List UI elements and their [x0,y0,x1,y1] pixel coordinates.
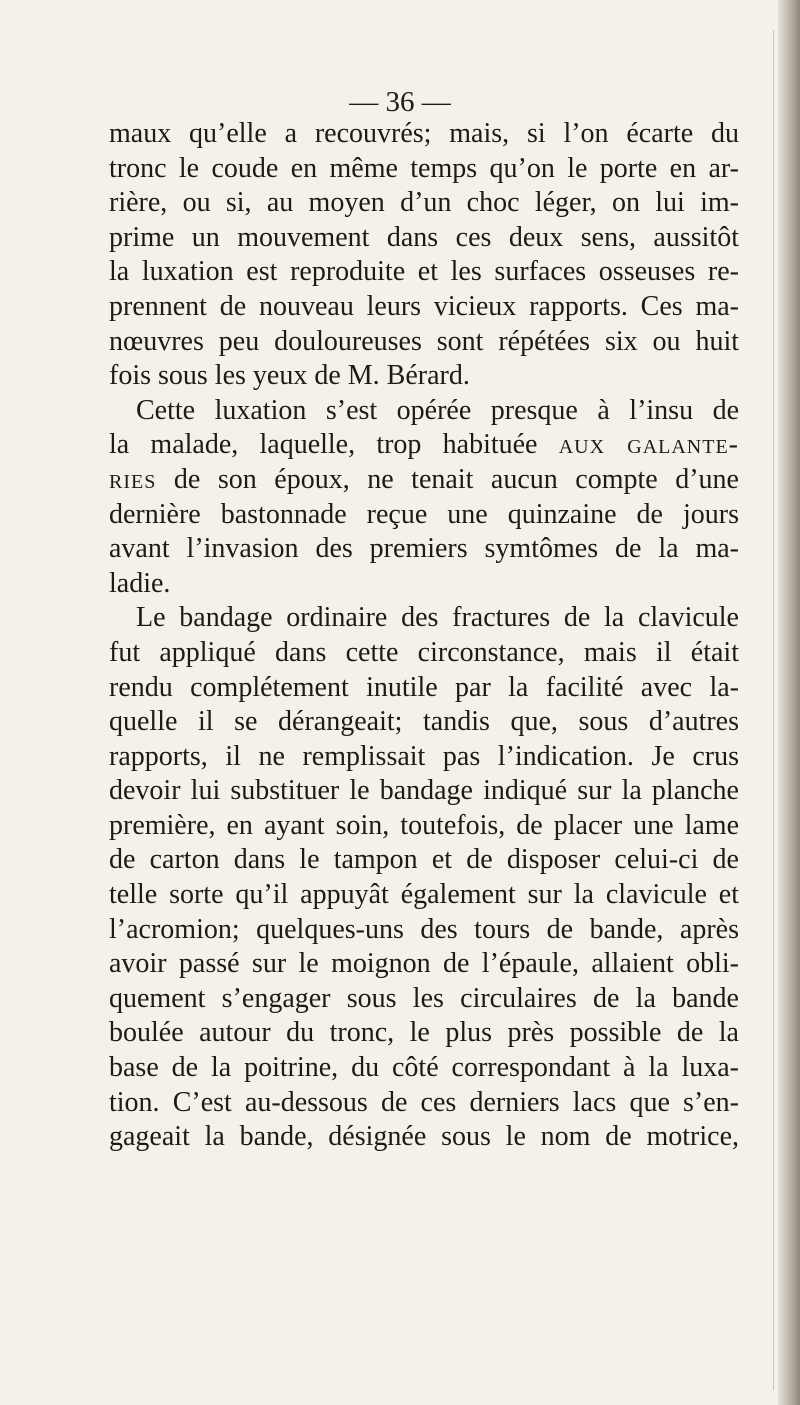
text-line-15: Le bandage ordinaire des fractures de la clavicule [136,602,739,634]
text-line-10-smallcaps: aux galante- [558,429,739,461]
text-line-29: tion. C’est au-dessous de ces derniers lacs que s’en- [109,1086,739,1118]
text-line-22: de carton dans le tampon et de disposer celui-ci de [109,844,739,876]
text-line-24: l’acromion; quelques-uns des tours de bande, après [109,913,739,945]
text-line-11 [109,463,739,498]
text-line-20: devoir lui substituer le bandage indiqué sur la planche [109,775,739,807]
text-line-1: maux qu’elle a recouvrés; mais, si l’on écarte du [109,118,739,149]
text-line-8: fois sous les yeux de M. Bérard. [109,360,470,392]
body-text [109,117,739,1155]
text-line-10-main: la malade, laquelle, trop habituée [109,429,559,461]
text-line-5: la luxation est reproduite et les surfaces osseuses re- [109,256,739,288]
text-line-21: première, en ayant soin, toutefois, de placer une lame [109,809,739,841]
text-line-14: ladie. [109,567,171,599]
text-line-10 [109,428,739,463]
text-line-18: quelle il se dérangeait; tandis que, sous d’autres [109,706,739,738]
text-line-25: avoir passé sur le moignon de l’épaule, allaient obli- [109,948,739,980]
text-line-11-smallcaps: ries [109,463,157,495]
text-line-12: dernière bastonnade reçue une quinzaine de jours [109,498,739,530]
page-number: — 36 — [349,86,451,118]
text-line-26: quement s’engager sous les circulaires de la bande [109,982,739,1014]
text-line-11-main: de son époux, ne tenait aucun compte d’une [156,463,739,495]
text-line-6: prennent de nouveau leurs vicieux rapports. Ces ma- [109,290,739,322]
text-line-2: tronc le coude en même temps qu’on le porte en ar- [109,152,739,184]
text-line-19: rapports, il ne remplissait pas l’indication. Je crus [109,740,739,772]
page-fold-line [773,30,774,1390]
text-line-3: rière, ou si, au moyen d’un choc léger, on lui im- [109,187,739,219]
text-line-13: avant l’invasion des premiers symtômes de la ma- [109,533,739,565]
text-line-9: Cette luxation s’est opérée presque à l’insu de [136,394,739,426]
text-line-17: rendu complétement inutile par la facilité avec la- [109,671,739,703]
text-line-30: gageait la bande, désignée sous le nom de motrice, [109,1121,739,1153]
text-line-4: prime un mouvement dans ces deux sens, aussitôt [109,221,739,253]
text-line-27: boulée autour du tronc, le plus près possible de la [109,1017,739,1049]
text-line-23: telle sorte qu’il appuyât également sur la clavicule et [109,879,739,911]
text-line-7: nœuvres peu douloureuses sont répétées six ou huit [109,325,739,357]
text-line-16: fut appliqué dans cette circonstance, mais il était [109,636,739,668]
page-edge-shadow [778,0,800,1405]
text-line-28: base de la poitrine, du côté correspondant à la luxa- [109,1052,739,1084]
